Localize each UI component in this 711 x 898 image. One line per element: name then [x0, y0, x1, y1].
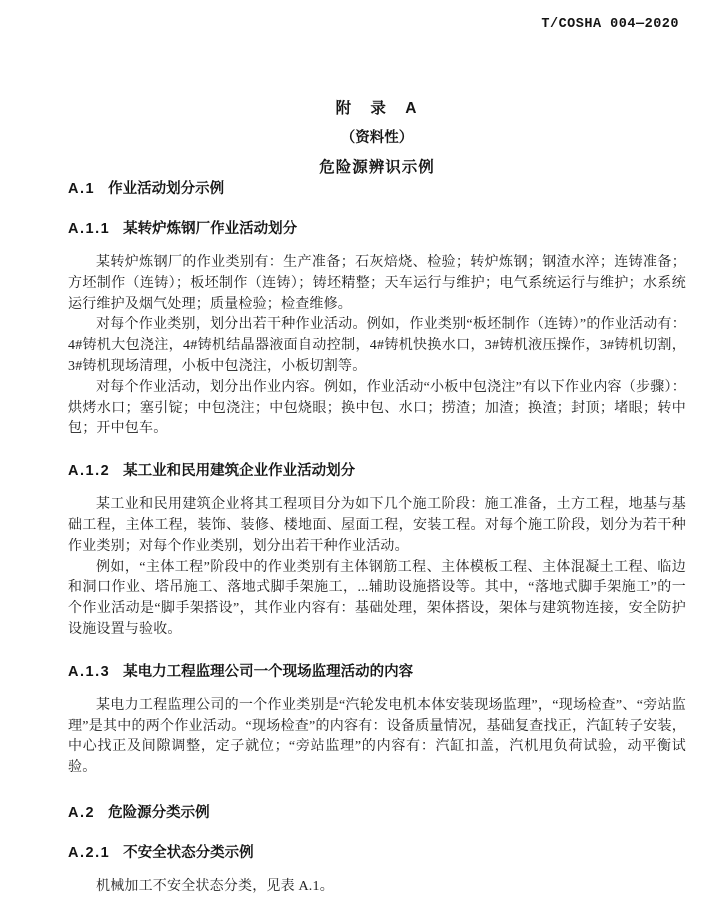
standard-code: T/COSHA 004—2020 [541, 17, 679, 32]
heading-text: 某工业和民用建筑企业作业活动划分 [123, 463, 356, 480]
heading-A.1 [68, 181, 686, 198]
appendix-subject: 危险源辨识示例 [319, 159, 435, 176]
heading-text: 作业活动划分示例 [108, 181, 225, 197]
paragraph: 对每个作业活动，划分出作业内容。例如，作业活动“小板中包浇注”有以下作业内容（步骤）：烘烤水口；塞引锭；中包浇注；中包烧眼；换中包、水口；捞渣；加渣；换渣；封顶；堵眼；转中包；开中包车。 [68, 379, 686, 437]
paragraph: 机械加工不安全状态分类，见表 A.1。 [96, 878, 334, 894]
appendix-title: 附 录 A [335, 100, 419, 117]
heading-A.1.3 [68, 664, 686, 681]
paragraph: 某工业和民用建筑企业将其工程项目分为如下几个施工阶段：施工准备，土方工程，地基与基础工程，主体工程，装饰、装修、楼地面、屋面工程，安装工程。对每个施工阶段，划分为若干种作业类别；对每个作业类别，划分出若干种作业活动。 [68, 497, 686, 554]
document-body [68, 181, 686, 898]
appendix-title-block [68, 96, 686, 177]
heading-number: A.1 [68, 181, 96, 197]
heading-A.1.2 [68, 463, 686, 480]
heading-text: 某电力工程监理公司一个现场监理活动的内容 [123, 663, 414, 680]
heading-A.2 [68, 805, 686, 822]
heading-text: 某转炉炼钢厂作业活动划分 [123, 221, 298, 237]
paragraph: 某转炉炼钢厂的作业类别有：生产准备；石灰焙烧、检验；转炉炼钢；钢渣水淬；连铸准备；方坯制作（连铸）；板坯制作（连铸）；铸坯精整；天车运行与维护；电气系统运行与维护；水系统运行维护及烟气处理；质量检验；检查维修。 [68, 255, 686, 312]
heading-number: A.1.2 [68, 463, 111, 480]
paragraph: 例如，“主体工程”阶段中的作业类别有主体钢筋工程、主体模板工程、主体混凝土工程、临边和洞口作业、塔吊施工、落地式脚手架施工，...辅助设施搭设等。其中，“落地式脚手架施工”的一个作业活动是“脚手架搭设”，其作业内容有：基础处理，架体搭设，架体与建筑物连接，安全防护设施设置与验收。 [68, 559, 686, 637]
heading-A.2.1 [68, 845, 686, 862]
appendix-type-label: （资料性） [340, 130, 414, 146]
heading-A.1.1 [68, 221, 686, 238]
heading-text: 危险源分类示例 [108, 804, 210, 821]
heading-text: 不安全状态分类示例 [123, 844, 254, 861]
heading-number: A.1.3 [68, 663, 111, 680]
heading-number: A.2.1 [68, 844, 111, 861]
paragraph: 对每个作业类别，划分出若干种作业活动。例如，作业类别“板坯制作（连铸）”的作业活动有：4#铸机大包浇注，4#铸机结晶器液面自动控制，4#铸机快换水口，3#铸机液压操作，3#铸机切割，3#铸机现场清理，小板中包浇注，小板切割等。 [68, 317, 686, 374]
paragraph: 某电力工程监理公司的一个作业类别是“汽轮发电机本体安装现场监理”，“现场检查”、“旁站监理”是其中的两个作业活动。“现场检查”的内容有：设备质量情况，基础复查找正，汽缸转子安装，中心找正及间隙调整，定子就位；“旁站监理”的内容有：汽缸扣盖，汽机甩负荷试验，动平衡试验。 [68, 697, 686, 776]
heading-number: A.1.1 [68, 221, 111, 237]
heading-number: A.2 [68, 804, 96, 821]
